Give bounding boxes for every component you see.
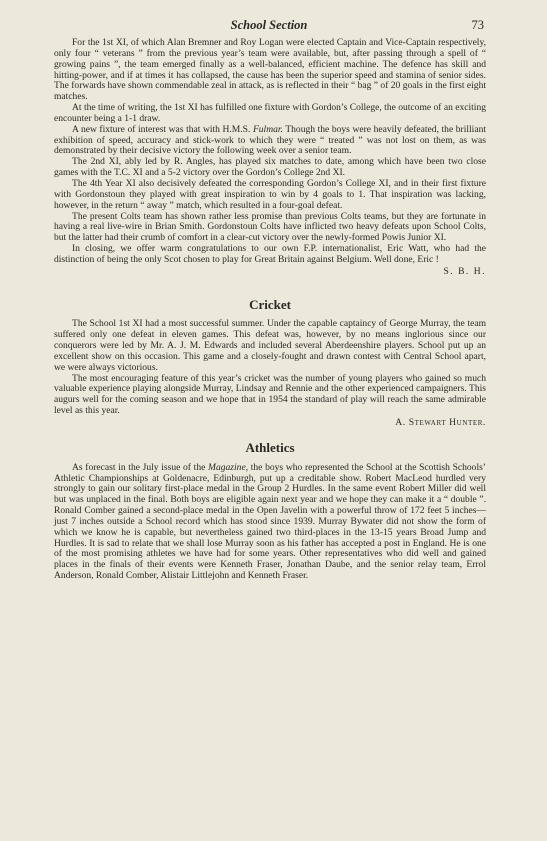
paragraph: The School 1st XI had a most successful summer. Under the capable captaincy of George Murray, the team suffered only one defeat in eleven games. This defeat was, however, by no means inglorious since our conquerors were led by Mr. A. J. M. Edwards and included several Aberdeenshire players. School put up an excellent show on this occasion. This game and a closely-fought and drawn contest with Central School apart, we were always victorious. [54, 318, 486, 373]
signature: S. B. H. [443, 265, 486, 277]
article-body [54, 38, 486, 582]
paragraph [54, 125, 486, 158]
magazine-name: Magazine [208, 461, 246, 473]
running-head: School Section [230, 18, 308, 32]
paragraph: For the 1st XI, of which Alan Bremner and Roy Logan were elected Captain and Vice-Captain respectively, only four “ veterans ” from the previous year’s team were available, but, after passing through a spell of “ growing pains ”, the team emerged finally as a well-balanced, efficient machine. The defence has skill and hitting-power, and if at times it has collapsed, the cause has been the superior speed and stamina of senior sides. The forwards have shown commendable zeal in attack, as is reflected in their “ bag ” of 20 goals in the first eight matches. [54, 37, 486, 103]
paragraph: The most encouraging feature of this year’s cricket was the number of young players who gained so much valuable experience playing alongside Murray, Lindsay and Rennie and the other experienced campaigners. This augurs well for the coming season and we hope that in 1954 the standard of play will reach the same admirable level as this year. [54, 372, 486, 417]
paragraph-text: A new fixture of interest was that with H.M.S. [72, 123, 253, 135]
signature: A. Stewart Hunter. [395, 417, 486, 428]
paragraph: The 4th Year XI also decisively defeated the corresponding Gordon’s College XI, and in their first fixture with Gordonstoun they played with great inspiration to win by 4 goals to 1. That inspiration was lacking, however, in the return “ away ” match, which resulted in a four-goal defeat. [54, 177, 486, 211]
paragraph-text: , the boys who represented the School at the Scottish Schools’ Athletic Championships at Goldenacre, Edinburgh, put up a creditable show. Robert MacLeod hurdled very strongly to gain our solitary first-place medal in the Group 2 Hurdles. In the same event Robert Miller did well but was unplaced in the final. Both boys are eligible again next year and we hope they can make it a “ double ”. Ronald Comber gained a second-place medal in the Open Javelin with a powerful throw of 172 feet 5 inches—just 7 inches outside a School record which has stood since 1939. Murray Bywater did not show the form of which we know he is capable, but nevertheless gained two third-places in the 13-15 years Broad Jump and Hurdles. It is sad to relate that we shall lose Murray soon as his father has accepted a post in England. He is one of the most promising athletes we have had for some years. Other representatives who did well and gained places in the finals of their events were Kenneth Fraser, Jonathan Daube, and the senior relay team, Errol Anderson, Ronald Comber, Alistair Littlejohn and Kenneth Fraser. [54, 461, 486, 582]
paragraph: The 2nd XI, ably led by R. Angles, has played six matches to date, among which have been two close games with the T.C. XI and a 5-2 victory over the Gordon’s College 2nd XI. [54, 156, 486, 179]
paragraph: In closing, we offer warm congratulations to our own F.P. internationalist, Eric Watt, who had the distinction of being the only Scot chosen to play for Great Britain against Belgium. Well done, Eric ! [54, 243, 486, 265]
page-number: 73 [471, 18, 484, 32]
paragraph: The present Colts team has shown rather less promise than previous Colts teams, but they are fortunate in having a real live-wire in Brian Smith. Gordonstoun Colts have inflicted two heavy defeats upon School Colts, but the latter had their crumb of comfort in a clear-cut victory over the newly-formed Powis Junior XI. [54, 210, 486, 244]
paragraph: At the time of writing, the 1st XI has fulfilled one fixture with Gordon’s College, the outcome of an exciting encounter being a 1-1 draw. [54, 102, 486, 124]
section-title-cricket: Cricket [249, 296, 291, 312]
paragraph [54, 463, 486, 582]
ship-name: Fulmar. [252, 123, 283, 135]
page-header [54, 18, 484, 36]
paragraph-text: Though the boys were heavily defeated, the brilliant exhibition of speed, accuracy and stick-work to which they were “ treated ” was not lost on them, as was demonstrated by their decisive victory the following week over a senior team. [54, 123, 486, 157]
paragraph-text: As forecast in the July issue of the [72, 461, 209, 473]
section-title-athletics: Athletics [245, 439, 295, 455]
